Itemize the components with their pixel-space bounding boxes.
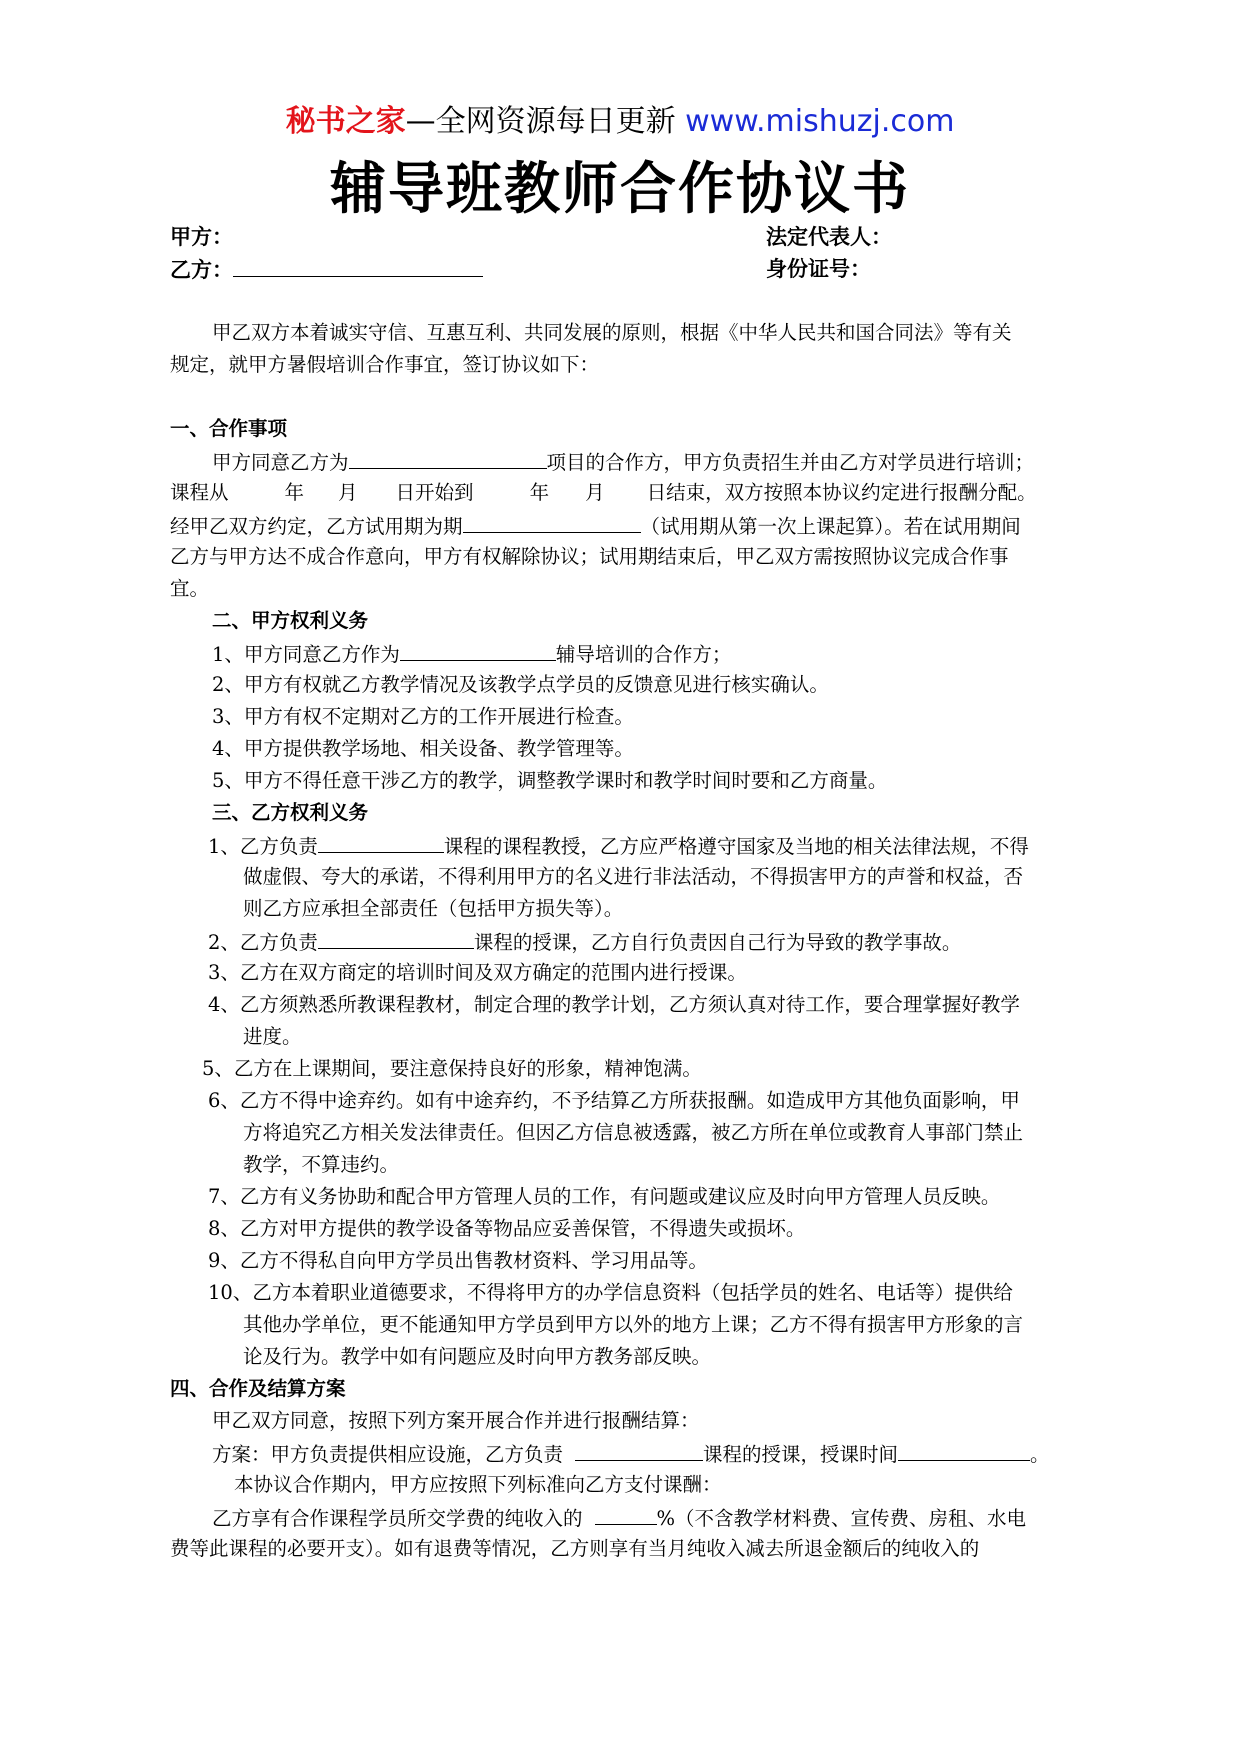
id-number-label: 身份证号：	[766, 257, 871, 281]
percentage-blank[interactable]	[595, 1502, 657, 1525]
sec1-text: 甲方同意乙方为	[212, 451, 349, 474]
section-2-heading: 二、甲方权利义务	[212, 609, 369, 632]
sec3-text: 课程的授课，乙方自行负责因自己行为导致的教学事故。	[473, 931, 962, 954]
sec3-item-3: 3、乙方在双方商定的培训时间及双方确定的范围内进行授课。	[208, 961, 747, 984]
sec3-item-7: 7、乙方有义务协助和配合甲方管理人员的工作，有问题或建议应及时向甲方管理人员反映。	[208, 1185, 1001, 1208]
section-1-heading: 一、合作事项	[170, 417, 288, 440]
sec3-item-10-cont: 其他办学单位，更不能通知甲方学员到甲方以外的地方上课；乙方不得有损害甲方形象的言	[243, 1313, 1024, 1336]
sec4-line-2	[212, 1438, 1050, 1470]
sec4-line-1: 甲乙双方同意，按照下列方案开展合作并进行报酬结算：	[212, 1409, 700, 1432]
sec1-line-2	[170, 478, 1037, 508]
sec2-item-1	[212, 638, 731, 670]
brand-name: 秘书之家	[285, 104, 406, 139]
site-url[interactable]: www.mishuzj.com	[685, 104, 955, 139]
project-blank[interactable]	[349, 446, 547, 469]
party-b-row	[170, 254, 483, 285]
start-year-label: 年	[284, 481, 305, 504]
sec2-item-4: 4、甲方提供教学场地、相关设备、教学管理等。	[212, 737, 634, 760]
sec1-line-4: 乙方与甲方达不成合作意向，甲方有权解除协议；试用期结束后，甲乙双方需按照协议完成合作事	[170, 545, 1009, 568]
legal-rep-label: 法定代表人：	[766, 225, 892, 249]
sec3-item-6-cont-2: 教学，不算违约。	[243, 1153, 400, 1176]
sec4-line-3: 本协议合作期内，甲方应按照下列标准向乙方支付课酬：	[234, 1473, 722, 1496]
sec1-line-1	[212, 446, 1034, 478]
end-month-label: 月	[585, 481, 605, 504]
sec3-item-9: 9、乙方不得私自向甲方学员出售教材资料、学习用品等。	[208, 1249, 708, 1272]
sec3-text: 2、乙方负责	[208, 931, 318, 954]
sec1-text: 项目的合作方，甲方负责招生并由乙方对学员进行培训；	[546, 451, 1035, 474]
intro-line-2: 规定，就甲方暑假培训合作事宜，签订协议如下：	[170, 353, 600, 376]
sec1-text: （试用期从第一次上课起算）。若在试用期间	[640, 515, 1021, 538]
sec1-text: 经甲乙双方约定，乙方试用期为期	[170, 515, 463, 538]
sec4-text: 。	[1030, 1443, 1050, 1466]
section-3-heading: 三、乙方权利义务	[212, 801, 369, 824]
intro-line-1: 甲乙双方本着诚实守信、互惠互利、共同发展的原则，根据《中华人民共和国合同法》等有关	[212, 321, 1012, 344]
sec4-line-4	[212, 1502, 1026, 1534]
sec4-text: 课程的授课，授课时间	[703, 1443, 899, 1466]
brand-tagline: —全网资源每日更新	[405, 104, 676, 139]
sec3-item-1-cont: 做虚假、夸大的承诺，不得利用甲方的名义进行非法活动，不得损害甲方的声誉和权益，否	[243, 865, 1024, 888]
site-banner	[0, 100, 1240, 144]
sec4-text: %（不含教学材料费、宣传费、房租、水电	[656, 1507, 1027, 1530]
party-a-label: 甲方：	[170, 225, 233, 249]
sec1-line-5: 宜。	[170, 577, 210, 600]
start-month-label: 月	[338, 481, 358, 504]
sec3-item-4-cont: 进度。	[243, 1025, 302, 1048]
sec3-text: 1、乙方负责	[208, 835, 318, 858]
sec2-item-5: 5、甲方不得任意干涉乙方的教学，调整教学课时和教学时间时要和乙方商量。	[212, 769, 888, 792]
sec2-item-2: 2、甲方有权就乙方教学情况及该教学点学员的反馈意见进行核实确认。	[212, 673, 829, 696]
sec3-item-1-cont-2: 则乙方应承担全部责任（包括甲方损失等）。	[243, 897, 624, 920]
sec1-line-3	[170, 510, 1021, 542]
sec2-item-3: 3、甲方有权不定期对乙方的工作开展进行检查。	[212, 705, 634, 728]
sec3-item-10-cont-2: 论及行为。教学中如有问题应及时向甲方教务部反映。	[243, 1345, 712, 1368]
tutoring-subject-blank[interactable]	[400, 638, 556, 661]
document-title: 辅导班教师合作协议书	[330, 157, 910, 222]
sec2-text: 辅导培训的合作方；	[555, 643, 732, 666]
sec1-text: 日开始到	[395, 481, 474, 504]
sec1-text: 课程从	[170, 481, 229, 504]
sec4-text: 方案：甲方负责提供相应设施，乙方负责	[212, 1443, 564, 1466]
sec3-item-10: 10、乙方本着职业道德要求，不得将甲方的办学信息资料（包括学员的姓名、电话等）提供给	[208, 1281, 1013, 1304]
sec3-item-6-cont: 方将追究乙方相关发法律责任。但因乙方信息被透露，被乙方所在单位或教育人事部门禁止	[243, 1121, 1024, 1144]
sec1-text: 日结束，双方按照本协议约定进行报酬分配。	[646, 481, 1037, 504]
sec4-line-5: 费等此课程的必要开支）。如有退费等情况，乙方则享有当月纯收入减去所退金额后的纯收入的	[170, 1537, 980, 1560]
section-4-heading: 四、合作及结算方案	[170, 1377, 346, 1400]
sec3-item-6: 6、乙方不得中途弃约。如有中途弃约，不予结算乙方所获报酬。如造成甲方其他负面影响，甲	[208, 1089, 1020, 1112]
sec3-item-4: 4、乙方须熟悉所教课程教材，制定合理的教学计划，乙方须认真对待工作，要合理掌握好教学	[208, 993, 1020, 1016]
sec3-item-5: 5、乙方在上课期间，要注意保持良好的形象，精神饱满。	[202, 1057, 702, 1080]
party-b-label: 乙方：	[170, 258, 233, 282]
sec4-text: 乙方享有合作课程学员所交学费的纯收入的	[212, 1507, 583, 1530]
sec2-text: 1、甲方同意乙方作为	[212, 643, 400, 666]
party-b-blank[interactable]	[233, 254, 483, 277]
course-blank-2[interactable]	[318, 926, 474, 949]
sec3-text: 课程的课程教授，乙方应严格遵守国家及当地的相关法律法规，不得	[443, 835, 1029, 858]
trial-period-blank[interactable]	[463, 510, 641, 533]
course-blank-3[interactable]	[575, 1438, 703, 1461]
sec3-item-1	[208, 830, 1029, 862]
end-year-label: 年	[529, 481, 550, 504]
sec3-item-8: 8、乙方对甲方提供的教学设备等物品应妥善保管，不得遗失或损坏。	[208, 1217, 806, 1240]
sec3-item-2	[208, 926, 961, 958]
course-blank-1[interactable]	[318, 830, 444, 853]
teaching-time-blank[interactable]	[898, 1438, 1030, 1461]
